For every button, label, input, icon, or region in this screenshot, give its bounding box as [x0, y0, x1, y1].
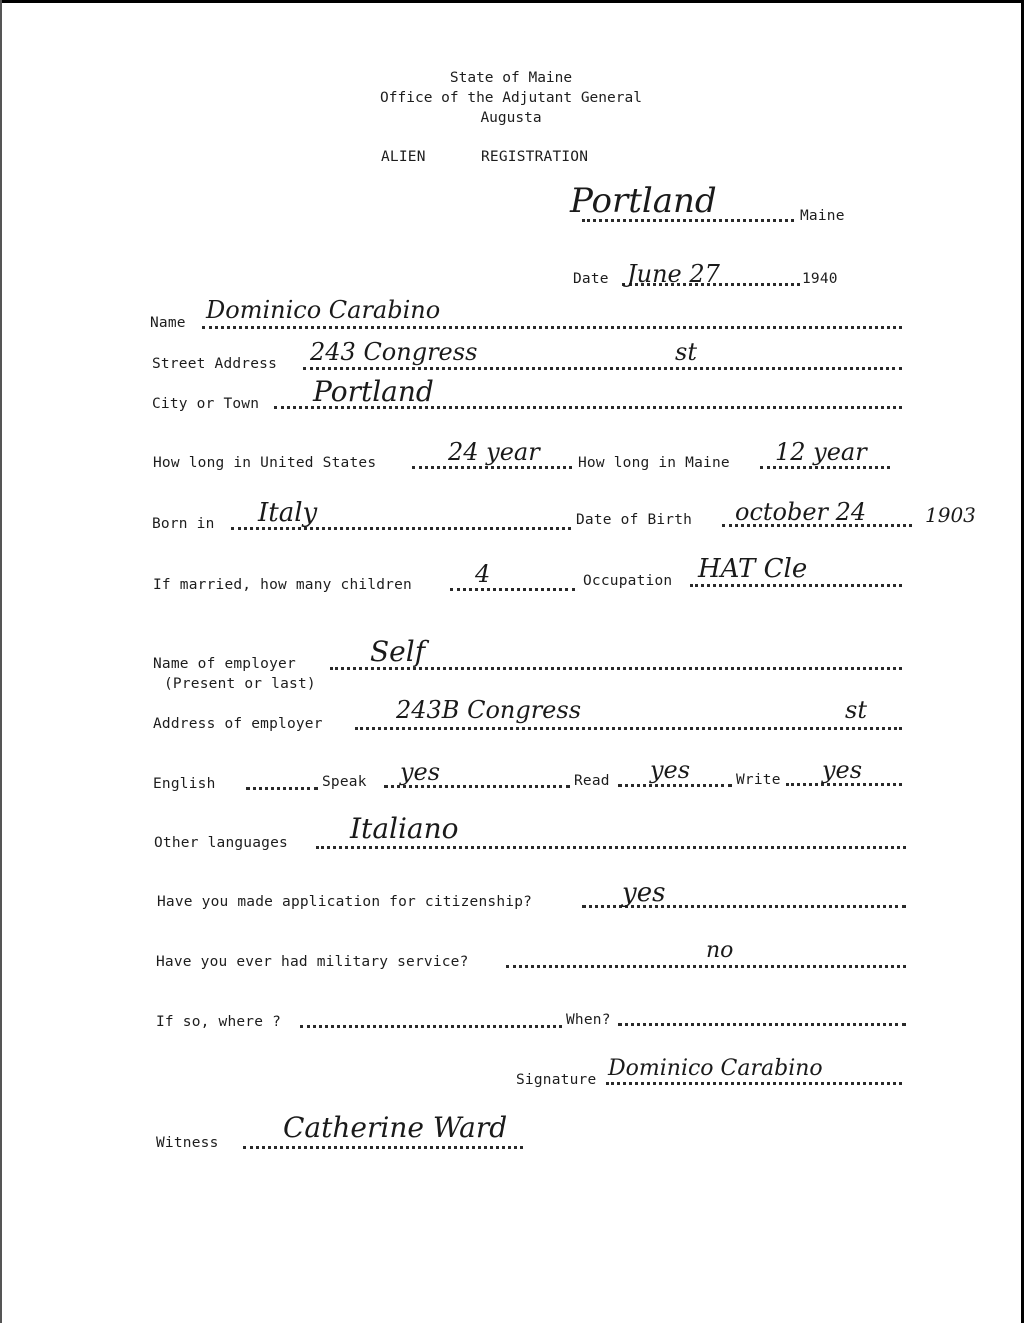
date-handwritten: June 27 — [627, 260, 720, 288]
witness-label: Witness — [156, 1135, 219, 1151]
us-time-dots — [412, 466, 572, 469]
employer-address-handwritten: 243B Congress — [396, 696, 582, 724]
languages-dots — [316, 846, 906, 849]
read-dots — [618, 784, 732, 787]
header-city: Augusta — [480, 110, 542, 126]
employer-address-handwritten-2: st — [845, 696, 867, 724]
me-time-label: How long in Maine — [578, 455, 730, 471]
us-time-handwritten: 24 year — [448, 438, 540, 466]
date-label: Date — [573, 271, 609, 287]
city-label: City or Town — [152, 396, 260, 412]
occupation-label: Occupation — [583, 573, 673, 589]
write-label: Write — [736, 772, 781, 788]
where-label: If so, where ? — [156, 1014, 282, 1030]
when-label: When? — [566, 1012, 611, 1028]
header-state: State of Maine — [449, 70, 573, 86]
when-dots — [618, 1023, 906, 1026]
speak-label: Speak — [322, 774, 367, 790]
street-label: Street Address — [152, 356, 278, 372]
me-time-dots — [760, 466, 890, 469]
city-handwritten: Portland — [313, 375, 434, 408]
employer-sublabel: (Present or last) — [164, 676, 316, 692]
dob-year-handwritten: 1903 — [925, 503, 976, 527]
born-label: Born in — [152, 516, 215, 532]
dob-label: Date of Birth — [576, 512, 693, 528]
signature-handwritten: Dominico Carabino — [608, 1056, 823, 1081]
occupation-dots — [690, 584, 902, 587]
occupation-handwritten: HAT Cle — [698, 554, 808, 584]
witness-dots — [243, 1146, 523, 1149]
born-handwritten: Italy — [258, 498, 318, 528]
form-title-alien: ALIEN — [381, 149, 426, 165]
me-time-handwritten: 12 year — [775, 438, 867, 466]
military-dots — [506, 965, 906, 968]
header-office: Office of the Adjutant General — [380, 90, 642, 106]
dob-handwritten: october 24 — [735, 498, 867, 526]
name-handwritten: Dominico Carabino — [206, 296, 441, 324]
citizenship-label: Have you made application for citizenship? — [157, 894, 533, 910]
read-label: Read — [574, 773, 610, 789]
english-label: English — [153, 776, 216, 792]
form-title-registration: REGISTRATION — [481, 149, 589, 165]
street-handwritten-2: st — [675, 338, 697, 366]
children-handwritten: 4 — [475, 560, 491, 588]
date-year: 1940 — [802, 271, 838, 287]
scan-edge-top — [0, 0, 1024, 3]
street-dots — [303, 367, 902, 370]
place-handwritten: Portland — [570, 181, 717, 221]
place-suffix: Maine — [800, 208, 845, 224]
citizenship-handwritten: yes — [622, 878, 666, 908]
children-label: If married, how many children — [153, 577, 412, 593]
speak-handwritten: yes — [400, 758, 441, 786]
witness-handwritten: Catherine Ward — [283, 1111, 508, 1144]
read-handwritten: yes — [650, 756, 691, 784]
children-dots — [450, 588, 575, 591]
english-dots — [246, 787, 318, 790]
signature-label: Signature — [516, 1072, 597, 1088]
languages-handwritten: Italiano — [350, 812, 459, 845]
street-handwritten: 243 Congress — [310, 338, 478, 366]
write-handwritten: yes — [822, 756, 863, 784]
employer-address-dots — [355, 727, 902, 730]
employer-handwritten: Self — [370, 635, 426, 668]
military-label: Have you ever had military service? — [156, 954, 469, 970]
employer-address-label: Address of employer — [153, 716, 323, 732]
scan-edge-left — [0, 0, 2, 1323]
military-handwritten: no — [706, 938, 734, 963]
languages-label: Other languages — [154, 835, 288, 851]
name-dots — [202, 326, 902, 329]
name-label: Name — [150, 315, 186, 331]
where-dots — [300, 1025, 562, 1028]
signature-dots — [606, 1082, 902, 1085]
employer-label: Name of employer — [153, 656, 296, 672]
us-time-label: How long in United States — [153, 455, 377, 471]
